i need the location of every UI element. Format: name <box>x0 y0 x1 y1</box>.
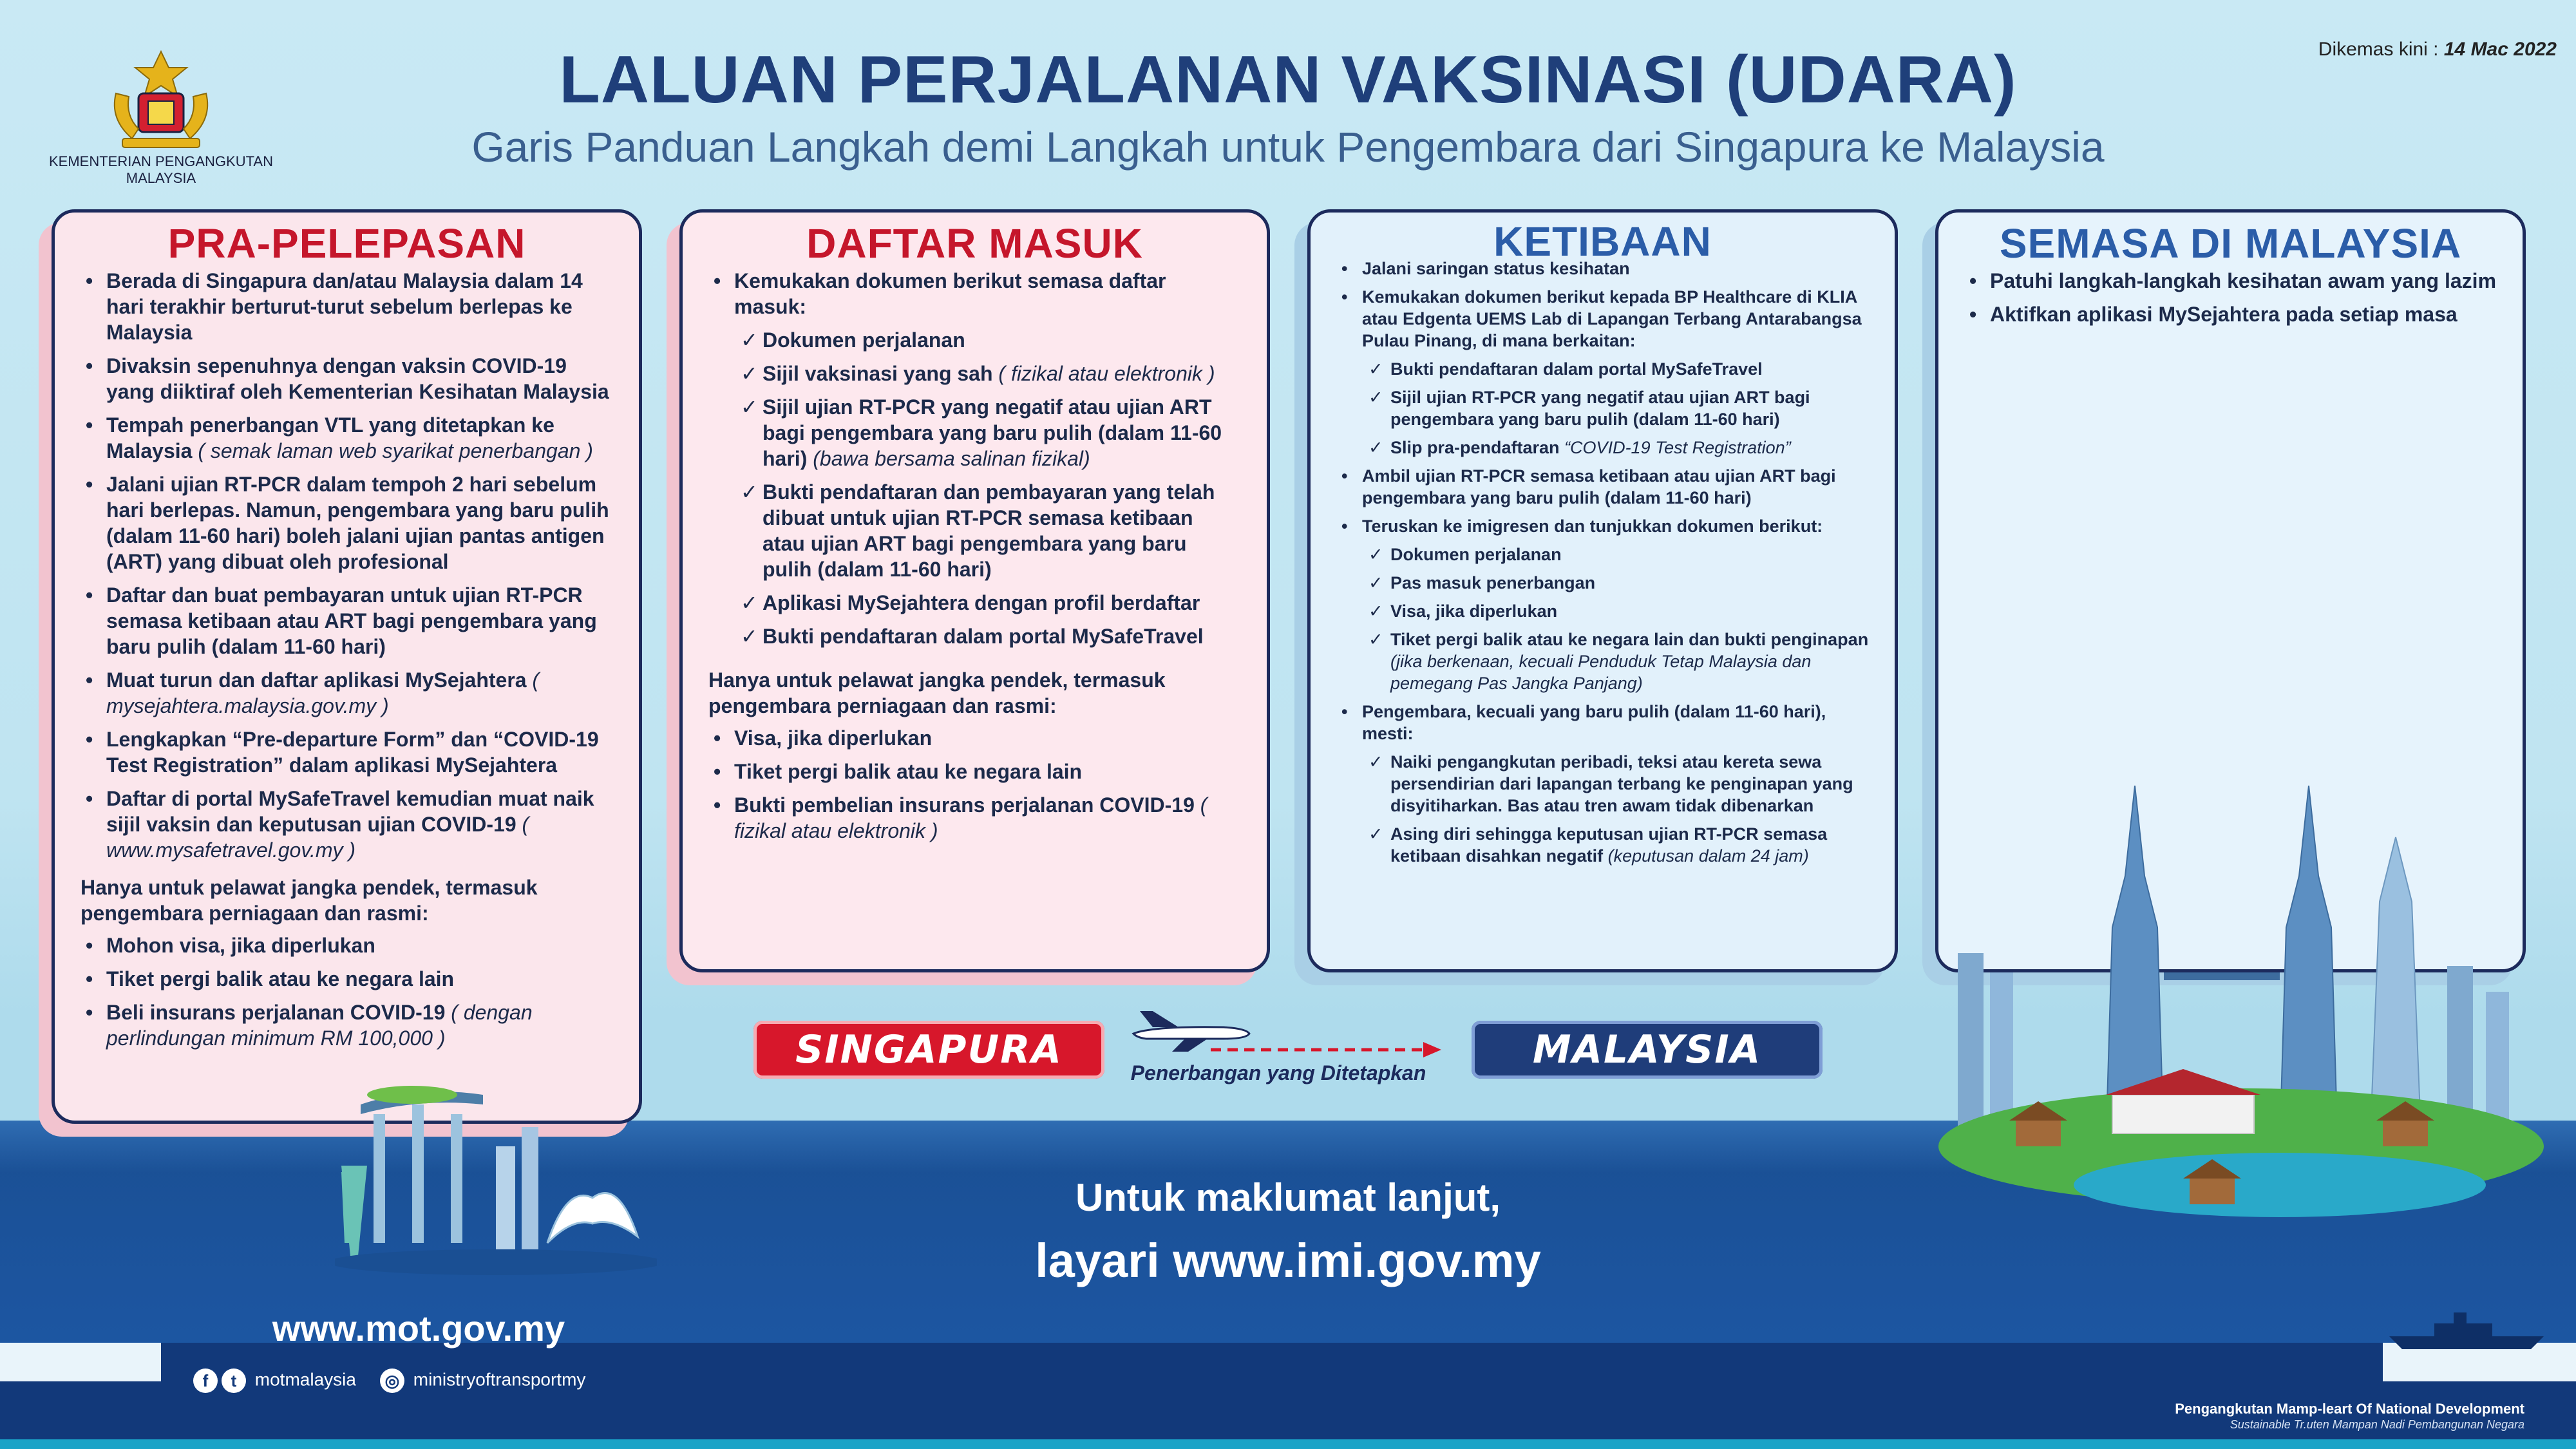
footer-bar <box>0 1343 2576 1449</box>
facebook-icon: f <box>193 1368 218 1393</box>
item-text: Bukti pendaftaran dalam portal MySafeTravel <box>1390 359 1763 379</box>
panel-title: PRA-PELEPASAN <box>167 220 526 267</box>
list-item <box>1365 823 1869 867</box>
list-item <box>1365 358 1869 380</box>
flight-path-arrow-icon <box>1211 1040 1443 1059</box>
pre-departure-list <box>80 268 613 863</box>
list-item <box>1964 301 2497 327</box>
item-text: Sijil vaksinasi yang sah <box>762 362 993 385</box>
item-note: (jika berkenaan, kecuali Penduduk Tetap Malaysia dan pemegang Pas Jangka Panjang) <box>1390 652 1812 693</box>
item-text: Dokumen perjalanan <box>1390 545 1562 564</box>
panel-check-in <box>679 209 1270 972</box>
item-text: Dokumen perjalanan <box>762 328 965 352</box>
short-term-list <box>80 933 613 1051</box>
tagline-sub: Sustainable Tr.uten Mampan Nadi Pembangunan Negara <box>2230 1418 2524 1431</box>
list-item <box>80 786 613 863</box>
info-url-link[interactable]: layari www.imi.gov.my <box>1035 1234 1541 1287</box>
list-item <box>1365 572 1869 594</box>
list-item <box>80 726 613 778</box>
item-text: Aplikasi MySejahtera dengan profil berdaftar <box>762 591 1200 614</box>
destination-malaysia-badge: MALAYSIA <box>1472 1021 1823 1079</box>
panel-title: KETIBAAN <box>1493 218 1712 265</box>
panel-title: SEMASA DI MALAYSIA <box>1999 220 2462 267</box>
in-malaysia-list <box>1964 268 2497 327</box>
check-in-documents <box>737 327 1241 649</box>
social-instagram[interactable] <box>380 1368 585 1393</box>
item-note: (keputusan dalam 24 jam) <box>1607 846 1809 866</box>
list-item <box>80 933 613 958</box>
list-item <box>737 590 1241 616</box>
list-item <box>737 623 1241 649</box>
item-text: Jalani ujian RT-PCR dalam tempoh 2 hari sebelum hari berlepas. Namun, pengembara yang baru pulih (dalam 11-60 hari) boleh jalani ujian pantas antigen (ART) yang dibuat oleh profesional <box>106 473 609 573</box>
check-in-list <box>708 268 1241 319</box>
panel-arrival <box>1307 209 1898 972</box>
origin-singapore-badge: SINGAPURA <box>753 1021 1104 1079</box>
item-text: Tiket pergi balik atau ke negara lain dan bukti penginapan <box>1390 630 1869 649</box>
item-text: Visa, jika diperlukan <box>1390 601 1558 621</box>
arrival-list <box>1336 465 1869 537</box>
footer-stripe <box>0 1439 2576 1449</box>
arrival-documents <box>1365 358 1869 459</box>
item-text: Daftar dan buat pembayaran untuk ujian RT-PCR semasa ketibaan atau ART bagi pengembara yang baru pulih (dalam 11-60 hari) <box>106 583 597 658</box>
footer-accent-left <box>0 1343 161 1381</box>
flight-label: Penerbangan yang Ditetapkan <box>1130 1061 1426 1084</box>
arrival-list <box>1336 258 1869 352</box>
list-item: • Jalani saringan status kesihatan <box>1336 258 1869 279</box>
list-item: • Pengembara, kecuali yang baru pulih (dalam 11-60 hari), mesti: <box>1336 701 1869 744</box>
list-item <box>737 327 1241 353</box>
list-item <box>1365 386 1869 430</box>
list-item <box>80 582 613 659</box>
list-item <box>80 412 613 464</box>
list-item: • Kemukakan dokumen berikut kepada BP Healthcare di KLIA atau Edgenta UEMS Lab di Lapangan Terbang Antarabangsa Pulau Pinang, di mana berkaitan: <box>1336 286 1869 352</box>
item-text: Beli insurans perjalanan COVID-19 <box>106 1001 446 1024</box>
item-text: Slip pra-pendaftaran <box>1390 438 1560 457</box>
item-text: Bukti pendaftaran dan pembayaran yang telah dibuat untuk ujian RT-PCR semasa ketibaan atau ujian ART bagi pengembara yang baru pulih (dalam 11-60 hari) <box>762 480 1215 581</box>
short-term-note: Hanya untuk pelawat jangka pendek, termasuk pengembara perniagaan dan rasmi: <box>708 668 1166 717</box>
item-text: Sijil ujian RT-PCR yang negatif atau ujian ART bagi pengembara yang baru pulih (dalam 11-60 hari) <box>762 395 1222 470</box>
page-subtitle: Garis Panduan Langkah demi Langkah untuk Pengembara dari Singapura ke Malaysia <box>471 123 2105 171</box>
traveller-requirements <box>1365 751 1869 867</box>
item-text: Tiket pergi balik atau ke negara lain <box>106 967 455 990</box>
item-note: ( fizikal atau elektronik ) <box>998 362 1215 385</box>
item-text: Patuhi langkah-langkah kesihatan awam yang lazim <box>1990 269 2497 292</box>
social-facebook-twitter[interactable] <box>193 1368 356 1393</box>
list-item <box>80 667 613 719</box>
list-item <box>708 792 1241 844</box>
list-item <box>737 361 1241 386</box>
item-text: Asing diri sehingga keputusan ujian RT-PCR semasa ketibaan disahkan negatif <box>1390 824 1828 866</box>
list-item: • Kemukakan dokumen berikut semasa daftar masuk: <box>708 268 1241 319</box>
tagline: Pengangkutan Mamp-leart Of National Development <box>2175 1401 2524 1417</box>
short-term-list <box>708 725 1241 844</box>
list-item: • Teruskan ke imigresen dan tunjukkan dokumen berikut: <box>1336 515 1869 537</box>
item-text: Muat turun dan daftar aplikasi MySejahtera <box>106 668 527 692</box>
item-text: Aktifkan aplikasi MySejahtera pada setiap masa <box>1990 303 2458 326</box>
list-item <box>1964 268 2497 294</box>
item-text: Tiket pergi balik atau ke negara lain <box>734 760 1083 783</box>
item-text: Bukti pembelian insurans perjalanan COVID-19 <box>734 793 1195 817</box>
item-text: Naiki pengangkutan peribadi, teksi atau kereta sewa persendirian dari lapangan terbang ke penginapan yang disyitiharkan. Bas atau tren awam tidak dibenarkan <box>1390 752 1853 815</box>
malaysia-skyline-illustration <box>1919 760 2576 1249</box>
updated-date <box>2318 39 2557 61</box>
short-term-note: Hanya untuk pelawat jangka pendek, termasuk pengembara perniagaan dan rasmi: <box>80 876 538 925</box>
item-note: (bawa bersama salinan fizikal) <box>813 447 1090 470</box>
list-item <box>737 394 1241 471</box>
social-handle: ministryoftransportmy <box>413 1369 586 1390</box>
ship-icon <box>2383 1307 2550 1352</box>
info-text: Untuk maklumat lanjut, <box>1075 1176 1501 1219</box>
item-note: “COVID-19 Test Registration” <box>1564 438 1791 457</box>
list-item <box>80 471 613 574</box>
panel-title: DAFTAR MASUK <box>806 220 1143 267</box>
list-item: • Ambil ujian RT-PCR semasa ketibaan atau ujian ART bagi pengembara yang baru pulih (dalam 11-60 hari) <box>1336 465 1869 509</box>
ministry-name: KEMENTERIAN PENGANGKUTAN MALAYSIA <box>49 153 273 186</box>
mot-website-link[interactable]: www.mot.gov.my <box>272 1308 565 1349</box>
item-text: Bukti pendaftaran dalam portal MySafeTravel <box>762 625 1204 648</box>
list-item <box>1365 629 1869 694</box>
social-handle: motmalaysia <box>254 1369 356 1390</box>
list-item <box>80 268 613 345</box>
item-text: Lengkapkan “Pre-departure Form” dan “COVID-19 Test Registration” dalam aplikasi MySejahtera <box>106 728 599 777</box>
item-note: ( www.mysafetravel.gov.my ) <box>106 813 529 862</box>
item-text: Berada di Singapura dan/atau Malaysia dalam 14 hari terakhir berturut-turut sebelum berlepas ke Malaysia <box>106 269 583 344</box>
list-item <box>1365 751 1869 817</box>
item-text: Pas masuk penerbangan <box>1390 573 1596 592</box>
instagram-icon: ◎ <box>380 1368 404 1393</box>
page-title: LALUAN PERJALANAN VAKSINASI (UDARA) <box>559 43 2017 117</box>
singapore-skyline-illustration <box>335 1069 657 1282</box>
list-item <box>80 353 613 404</box>
immigration-documents <box>1365 544 1869 694</box>
item-note: ( semak laman web syarikat penerbangan ) <box>198 439 593 462</box>
item-text: Daftar di portal MySafeTravel kemudian muat naik sijil vaksin dan keputusan ujian COVID-19 <box>106 787 594 836</box>
list-item <box>80 966 613 992</box>
panel-pre-departure <box>52 209 642 1124</box>
item-text: Divaksin sepenuhnya dengan vaksin COVID-19 yang diiktiraf oleh Kementerian Kesihatan Malaysia <box>106 354 609 403</box>
twitter-icon: t <box>222 1368 246 1393</box>
item-note: ( fizikal atau elektronik ) <box>734 793 1208 842</box>
updated-label: Dikemas kini : <box>2318 39 2439 60</box>
updated-value: 14 Mac 2022 <box>2443 39 2557 60</box>
list-item <box>1365 544 1869 565</box>
item-text: Visa, jika diperlukan <box>734 726 933 750</box>
list-item <box>80 999 613 1051</box>
coat-of-arms-icon <box>97 48 225 151</box>
list-item <box>1365 600 1869 622</box>
list-item <box>1365 437 1869 459</box>
list-item <box>708 725 1241 751</box>
list-item <box>708 759 1241 784</box>
list-item <box>737 479 1241 582</box>
item-text: Tempah penerbangan VTL yang ditetapkan ke Malaysia <box>106 413 554 462</box>
item-text: Sijil ujian RT-PCR yang negatif atau ujian ART bagi pengembara yang baru pulih (dalam 11-60 hari) <box>1390 388 1810 429</box>
item-text: Mohon visa, jika diperlukan <box>106 934 375 957</box>
item-note: ( dengan perlindungan minimum RM 100,000 ) <box>106 1001 533 1050</box>
arrival-list <box>1336 701 1869 744</box>
item-note: ( mysejahtera.malaysia.gov.my ) <box>106 668 540 717</box>
